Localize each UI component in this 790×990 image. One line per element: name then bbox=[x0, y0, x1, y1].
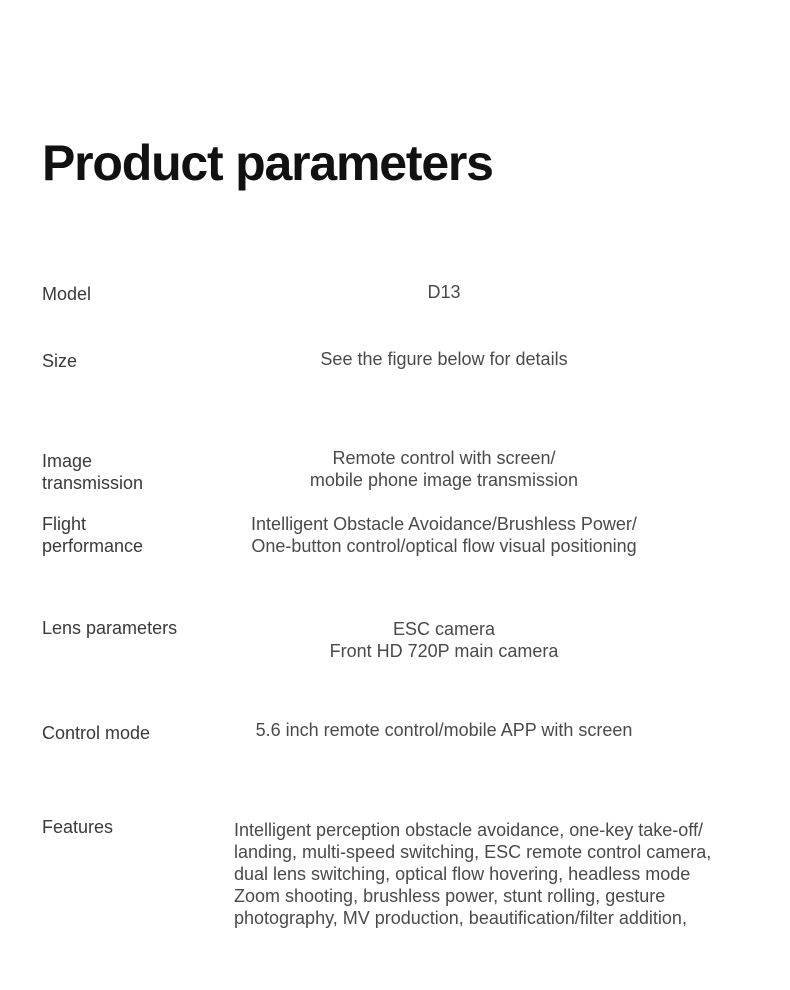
param-value-features: Intelligent perception obstacle avoidance, one-key take-off/ landing, multi-speed switching, ESC remote control camera, dual lens switching, optical flow hovering, headless mode Zoom shooting, brushless power, stunt rolling, gesture photography, MV production, beautification/filter addition, bbox=[234, 820, 712, 928]
param-value-flight-performance: Intelligent Obstacle Avoidance/Brushless Power/ One-button control/optical flow visual positioning bbox=[251, 514, 637, 556]
param-label-model: Model bbox=[42, 284, 92, 304]
param-value-lens-parameters: ESC camera Front HD 720P main camera bbox=[329, 619, 559, 661]
param-label-size: Size bbox=[42, 351, 78, 371]
page-title: Product parameters bbox=[42, 135, 493, 191]
param-label-features: Features bbox=[42, 817, 114, 837]
param-label-flight-performance: Flight performance bbox=[42, 514, 144, 556]
param-value-image-transmission: Remote control with screen/ mobile phone image transmission bbox=[309, 448, 579, 490]
param-label-image-transmission: Image transmission bbox=[42, 451, 144, 493]
param-value-model: D13 bbox=[427, 282, 461, 302]
param-label-lens-parameters: Lens parameters bbox=[42, 618, 178, 638]
param-label-control-mode: Control mode bbox=[42, 723, 151, 743]
param-value-control-mode: 5.6 inch remote control/mobile APP with screen bbox=[255, 720, 633, 740]
param-value-size: See the figure below for details bbox=[320, 349, 568, 369]
